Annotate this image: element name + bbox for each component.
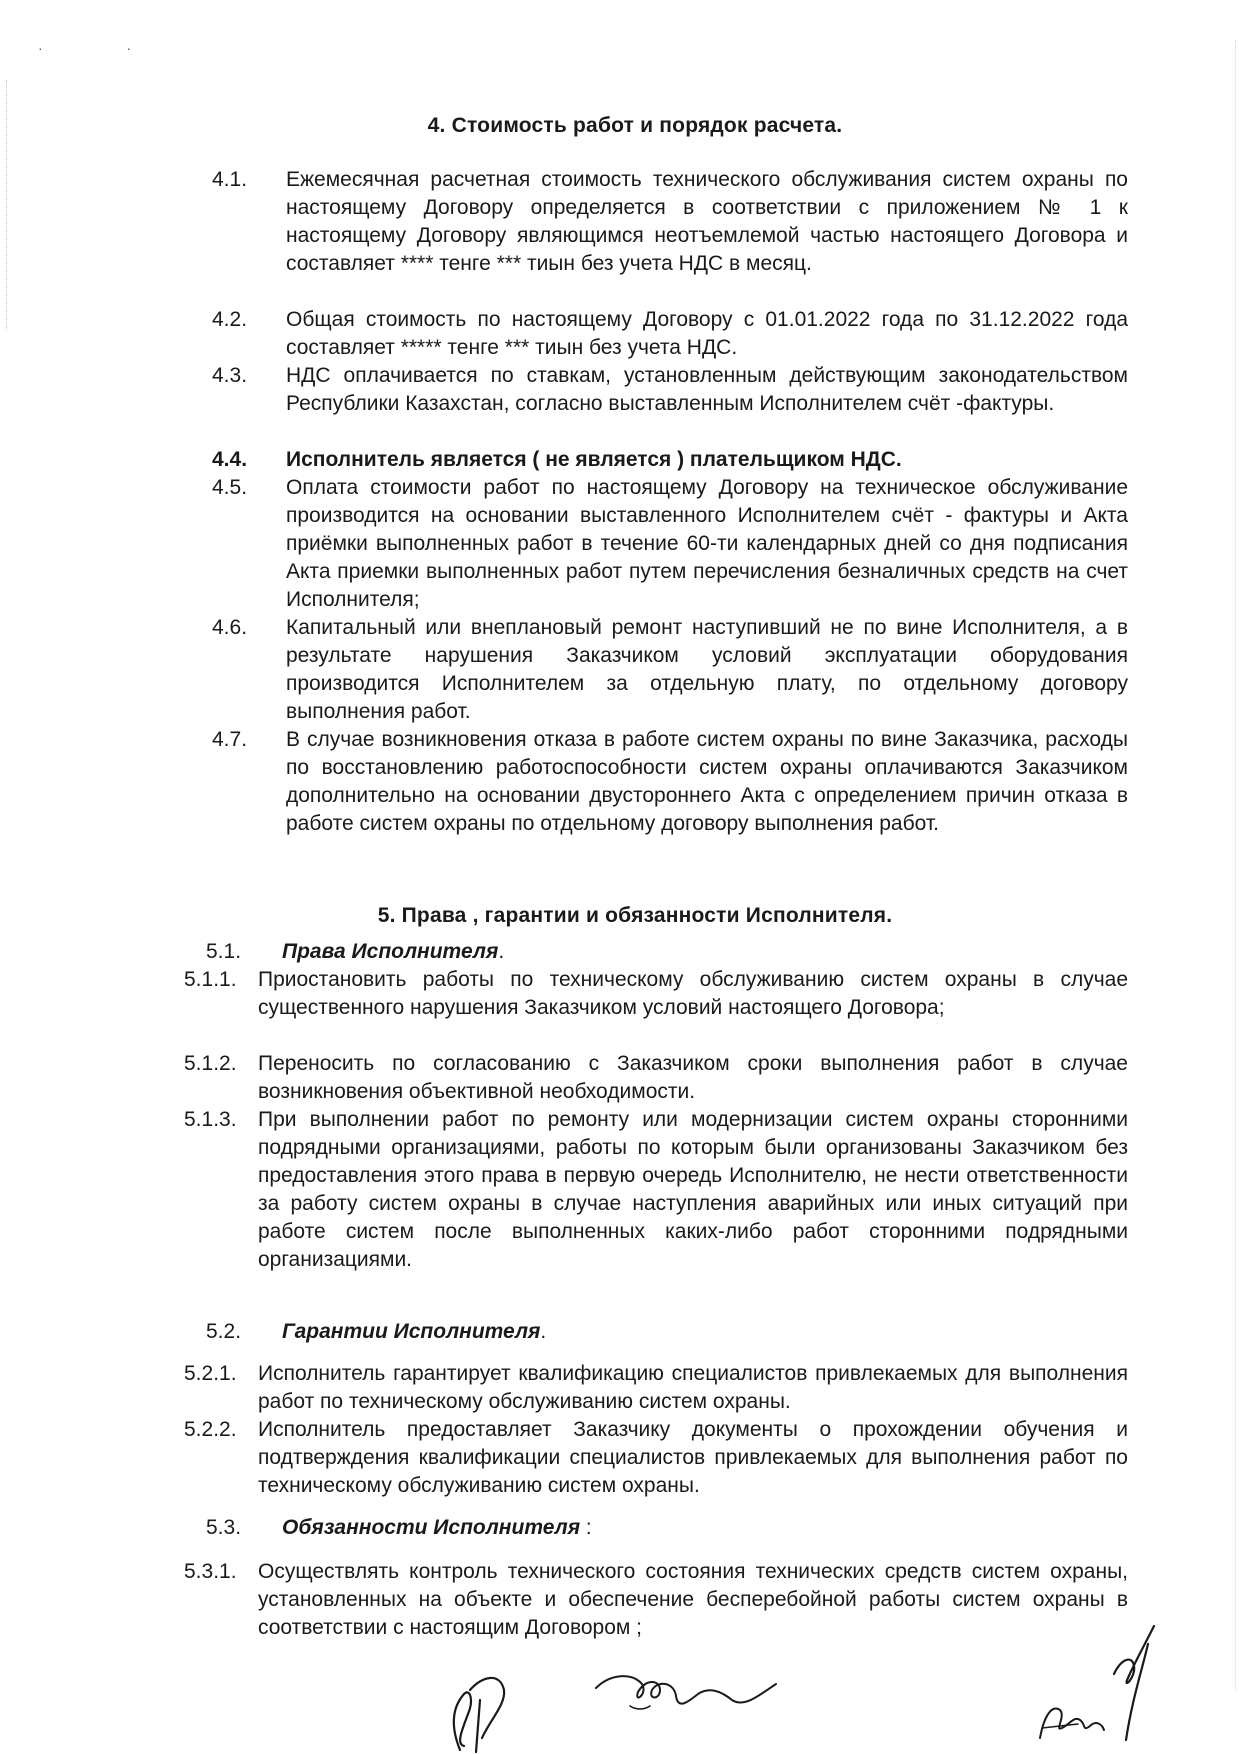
clause-number: 5.1.1. xyxy=(184,968,237,991)
subsection-title-suffix: . xyxy=(498,940,505,963)
subsection-title-suffix: : xyxy=(580,1516,592,1539)
subsection-title-suffix: . xyxy=(540,1320,547,1343)
subsection-number: 5.1. xyxy=(206,940,242,963)
clause-text: Приостановить работы по техническому обслуживанию систем охраны в случае существенного нарушения Заказчиком условий настоящего Договора; xyxy=(258,968,1128,1019)
signature-1 xyxy=(430,1660,520,1754)
clause-text: Осуществлять контроль технического состояния технических средств систем охраны, установленных на объекте и обеспечение бесперебойной работы систем охраны в соответствии с настоящим Договором ; xyxy=(258,1560,1128,1639)
clause-number: 4.1. xyxy=(212,168,248,191)
clause-number: 4.7. xyxy=(212,728,248,751)
clause-number: 4.3. xyxy=(212,364,248,387)
clause-number: 5.2.1. xyxy=(184,1362,237,1385)
section-4-heading: 4. Стоимость работ и порядок расчета. xyxy=(427,114,843,137)
clause-text: Общая стоимость по настоящему Договору с 01.01.2022 года по 31.12.2022 года составляет ***** тенге *** тиын без учета НДС. xyxy=(286,308,1128,359)
subsection-title: Обязанности Исполнителя xyxy=(282,1516,581,1539)
subsection-title: Права Исполнителя xyxy=(282,940,499,963)
clause-text: Оплата стоимости работ по настоящему Договору на техническое обслуживание производится на основании выставленного Исполнителем счёт - фактуры и Акта приёмки выполненных работ в течение 60-ти календарных дней со дня подписания Акта приемки выполненных работ путем перечисления безналичных средств на счет Исполнителя; xyxy=(286,476,1128,611)
section-5-heading: 5. Права , гарантии и обязанности Исполнителя. xyxy=(377,904,893,927)
subsection-title: Гарантии Исполнителя xyxy=(282,1320,541,1343)
clause-number: 5.3.1. xyxy=(184,1560,237,1583)
clause-number: 5.1.2. xyxy=(184,1052,237,1075)
scan-specks: · · xyxy=(38,40,172,56)
clause-number: 4.5. xyxy=(212,476,248,499)
subsection-number: 5.3. xyxy=(206,1516,242,1539)
clause-text: Исполнитель является ( не является ) плательщиком НДС. xyxy=(286,448,902,471)
clause-text: При выполнении работ по ремонту или модернизации систем охраны сторонними подрядными организациями, работы по которым были организованы Заказчиком без предоставления этого права в первую очередь Исполнителю, не нести ответственности за работу систем охраны в случае наступления аварийных или иных ситуаций при работе систем после выполненных каких-либо работ сторонними подрядными организациями. xyxy=(258,1108,1128,1271)
subsection-number: 5.2. xyxy=(206,1320,242,1343)
clause-text: Исполнитель гарантирует квалификацию специалистов привлекаемых для выполнения работ по техническому обслуживанию систем охраны. xyxy=(258,1362,1128,1413)
clause-text: Исполнитель предоставляет Заказчику документы о прохождении обучения и подтверждения квалификации специалистов привлекаемых для выполнения работ по техническому обслуживанию систем охраны. xyxy=(258,1418,1128,1497)
clause-text: Переносить по согласованию с Заказчиком сроки выполнения работ в случае возникновения объективной необходимости. xyxy=(258,1052,1128,1103)
clause-number: 4.4. xyxy=(212,448,248,471)
clause-number: 5.1.3. xyxy=(184,1108,237,1131)
clause-text: В случае возникновения отказа в работе систем охраны по вине Заказчика, расходы по восстановлению работоспособности систем охраны оплачиваются Заказчиком дополнительно на основании двустороннего Акта с определением причин отказа в работе систем охраны по отдельному договору выполнения работ. xyxy=(286,728,1128,835)
signature-3 xyxy=(1030,1620,1180,1750)
scan-edge-right xyxy=(1232,40,1236,1690)
clause-number: 4.6. xyxy=(212,616,248,639)
clause-number: 5.2.2. xyxy=(184,1418,237,1441)
clause-text: Капитальный или внеплановый ремонт наступивший не по вине Исполнителя, а в результате нарушения Заказчиком условий эксплуатации оборудования производится Исполнителем за отдельную плату, по отдельному договору выполнения работ. xyxy=(286,616,1128,723)
clause-number: 4.2. xyxy=(212,308,248,331)
signature-2 xyxy=(590,1666,780,1722)
clause-text: НДС оплачивается по ставкам, установленным действующим законодательством Республики Казахстан, согласно выставленным Исполнителем счёт -фактуры. xyxy=(286,364,1128,415)
clause-text: Ежемесячная расчетная стоимость технического обслуживания систем охраны по настоящему Договору определяется в соответствии с приложением № 1 к настоящему Договору являющимся неотъемлемой частью настоящего Договора и составляет **** тенге *** тиын без учета НДС в месяц. xyxy=(286,168,1128,275)
